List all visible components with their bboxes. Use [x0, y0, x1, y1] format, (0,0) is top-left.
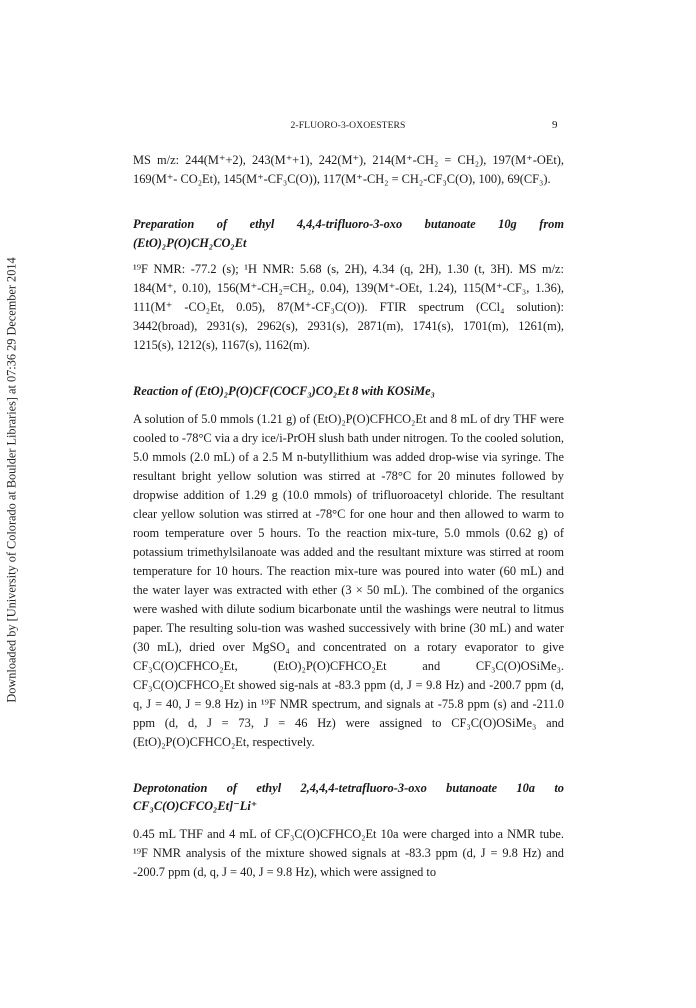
page-content: [133, 151, 564, 882]
section-heading-deprotonation: Deprotonation of ethyl 2,4,4,4-tetrafluoro-3-oxo butanoate 10a to CF₃C(O)CFCO₂Et]⁻Li⁺: [133, 780, 564, 813]
section-body-reaction: A solution of 5.0 mmols (1.21 g) of (EtO)₂P(O)CFHCO₂Et and 8 mL of dry THF were cooled to -78°C via a dry ice/i-PrOH slush bath under nitrogen. To the cooled solution, 5.0 mmols (2.0 mL) of a 2.5 M n-butyllithium was added drop-wise via syringe. The resultant bright yellow solution was stirred at -78°C for 20 minutes followed by dropwise addition of 1.29 g (10.0 mmols) of trifluoroacetyl chloride. The resultant clear yellow solution was stirred at -78°C for one hour and then allowed to warm to room temperature over 5 hours. To the reaction mix-ture, 5.0 mmols (0.62 g) of potassium trimethylsilanoate was added and the resultant mixture was stirred at room temperature for 10 hours. The reaction mix-ture was poured into water (60 mL) and the water layer was extracted with ether (3 × 50 mL). The combined of the organics were washed with dilute sodium bicarbonate until the washings were neutral to litmus paper. The resulting solu-tion was washed successively with brine (30 mL) and water (30 mL), dried over MgSO₄ and concentrated on a rotary evaporator to give CF₃C(O)CFHCO₂Et, (EtO)₂P(O)CFHCO₂Et and CF₃C(O)OSiMe₃. CF₃C(O)CFHCO₂Et showed sig-nals at -83.3 ppm (d, J = 9.8 Hz) and -200.7 ppm (d, q, J = 40, J = 9.8 Hz) in ¹⁹F NMR spectrum, and signals at -75.8 ppm (s) and -211.0 ppm (d, d, J = 73, J = 46 Hz) were assigned to CF₃C(O)OSiMe₃ and (EtO)₂P(O)CFHCO₂Et, respectively.: [133, 411, 564, 749]
section-body-preparation: ¹⁹F NMR: -77.2 (s); ¹H NMR: 5.68 (s, 2H), 4.34 (q, 2H), 1.30 (t, 3H). MS m/z: 184(M⁺, 0.10), 156(M⁺-CH₂=CH₂, 0.04), 139(M⁺-OEt, 1.24), 115(M⁺-CF₃, 1.36), 111(M⁺ -CO₂Et, 0.05), 87(M⁺-CF₃C(O)). FTIR spectrum (CCl₄ solution): 3442(broad), 2931(s), 2962(s), 2931(s), 2871(m), 1741(s), 1701(m), 1261(m), 1215(s), 1212(s), 1167(s), 1162(m).: [133, 262, 564, 352]
section-heading-preparation: Preparation of ethyl 4,4,4-trifluoro-3-oxo butanoate 10g from (EtO)₂P(O)CH₂CO₂Et: [133, 217, 564, 250]
download-notice-sidebar: [2, 230, 22, 730]
page-number: 9: [552, 119, 558, 131]
page-header: [0, 120, 696, 136]
ms-paragraph: MS m/z: 244(M⁺+2), 243(M⁺+1), 242(M⁺), 214(M⁺-CH₂ = CH₂), 197(M⁺-OEt), 169(M⁺- CO₂Et), 145(M⁺-CF₃C(O)), 117(M⁺-CH₂ = CH₂-CF₃C(O), 100), 69(CF₃).: [133, 153, 564, 186]
section-body-deprotonation: 0.45 mL THF and 4 mL of CF₃C(O)CFHCO₂Et 10a were charged into a NMR tube. ¹⁹F NMR analysis of the mixture showed signals at -83.3 ppm (d, J = 9.8 Hz) and -200.7 ppm (d, q, J = 40, J = 9.8 Hz), which were assigned to: [133, 826, 564, 879]
running-title: 2-FLUORO-3-OXOESTERS: [290, 120, 406, 131]
download-notice: Downloaded by [University of Colorado at Boulder Libraries] at 07:36 29 December 2014: [4, 257, 19, 703]
section-heading-reaction: Reaction of (EtO)₂P(O)CF(COCF₃)CO₂Et 8 with KOSiMe₃: [133, 384, 435, 398]
